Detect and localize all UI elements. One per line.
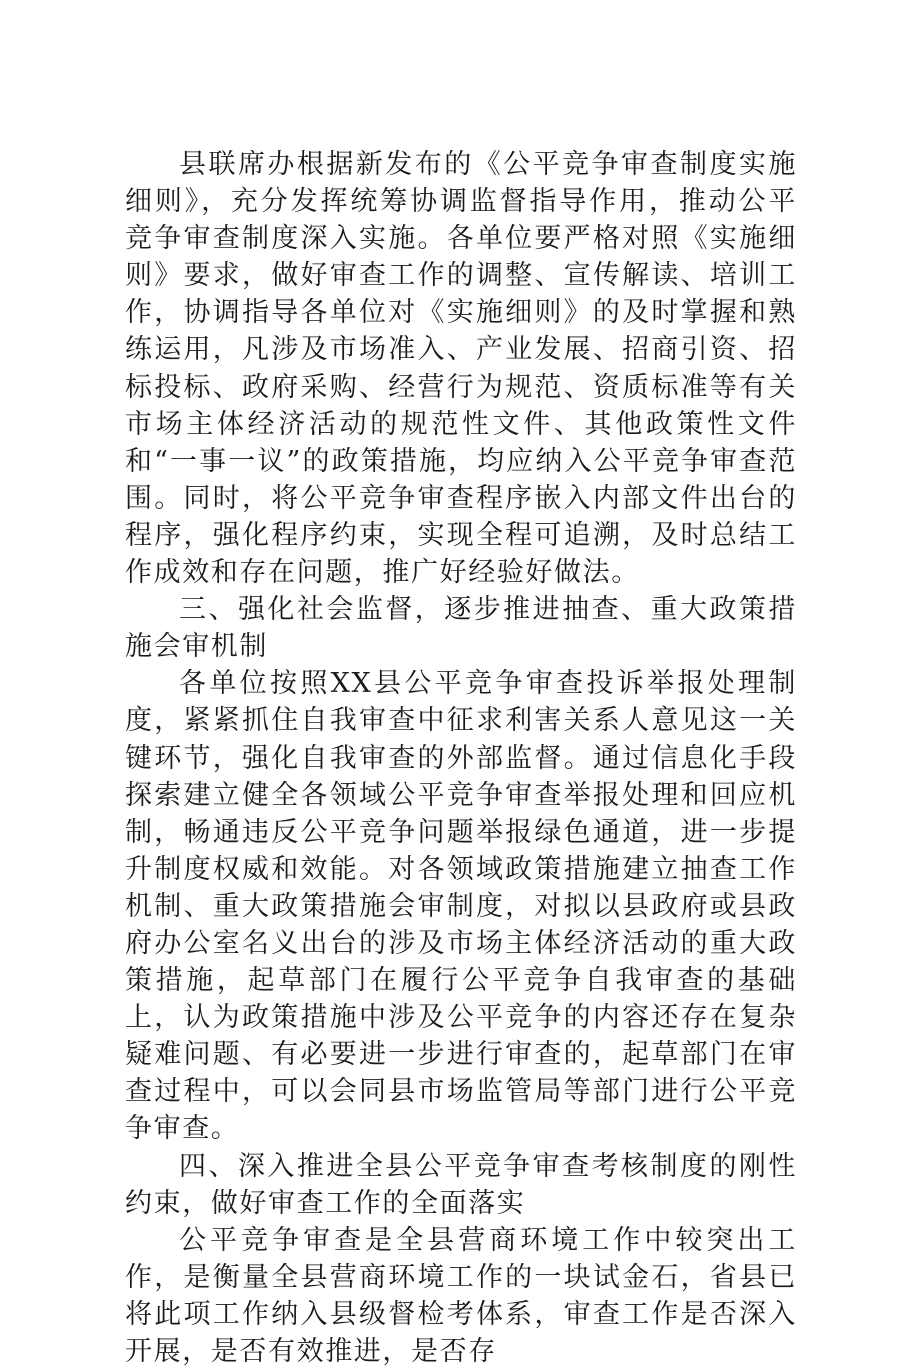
body-paragraph-3: 公平竞争审查是全县营商环境工作中较突出工作，是衡量全县营商环境工作的一块试金石，省县已将此项工作纳入县级督检考体系，审查工作是否深入开展，是否有效推进，是否存: [125, 1224, 797, 1367]
section-heading-4: 四、深入推进全县公平竞争审查考核制度的刚性约束，做好审查工作的全面落实: [125, 1150, 797, 1219]
body-paragraph-1: 县联席办根据新发布的《公平竞争审查制度实施细则》，充分发挥统筹协调监督指导作用，推动公平竞争审查制度深入实施。各单位要严格对照《实施细则》要求，做好审查工作的调整、宣传解读、培训工作，协调指导各单位对《实施细则》的及时掌握和熟练运用，凡涉及市场准入、产业发展、招商引资、招标投标、政府采购、经营行为规范、资质标准等有关市场主体经济活动的规范性文件、其他政策性文件和“一事一议”的政策措施，均应纳入公平竞争审查范围。同时，将公平竞争审查程序嵌入内部文件出台的程序，强化程序约束，实现全程可追溯，及时总结工作成效和存在问题，推广好经验好做法。: [125, 149, 797, 589]
document-page: [125, 146, 797, 1370]
section-heading-3: 三、强化社会监督，逐步推进抽查、重大政策措施会审机制: [125, 594, 797, 663]
body-paragraph-2: 各单位按照XX县公平竞争审查投诉举报处理制度，紧紧抓住自我审查中征求利害关系人意见这一关键环节，强化自我审查的外部监督。通过信息化手段探索建立健全各领域公平竞争审查举报处理和回应机制，畅通违反公平竞争问题举报绿色通道，进一步提升制度权威和效能。对各领域政策措施建立抽查工作机制、重大政策措施会审制度，对拟以县政府或县政府办公室名义出台的涉及市场主体经济活动的重大政策措施，起草部门在履行公平竞争自我审查的基础上，认为政策措施中涉及公平竞争的内容还存在复杂疑难问题、有必要进一步进行审查的，起草部门在审查过程中，可以会同县市场监管局等部门进行公平竞争审查。: [125, 668, 797, 1145]
